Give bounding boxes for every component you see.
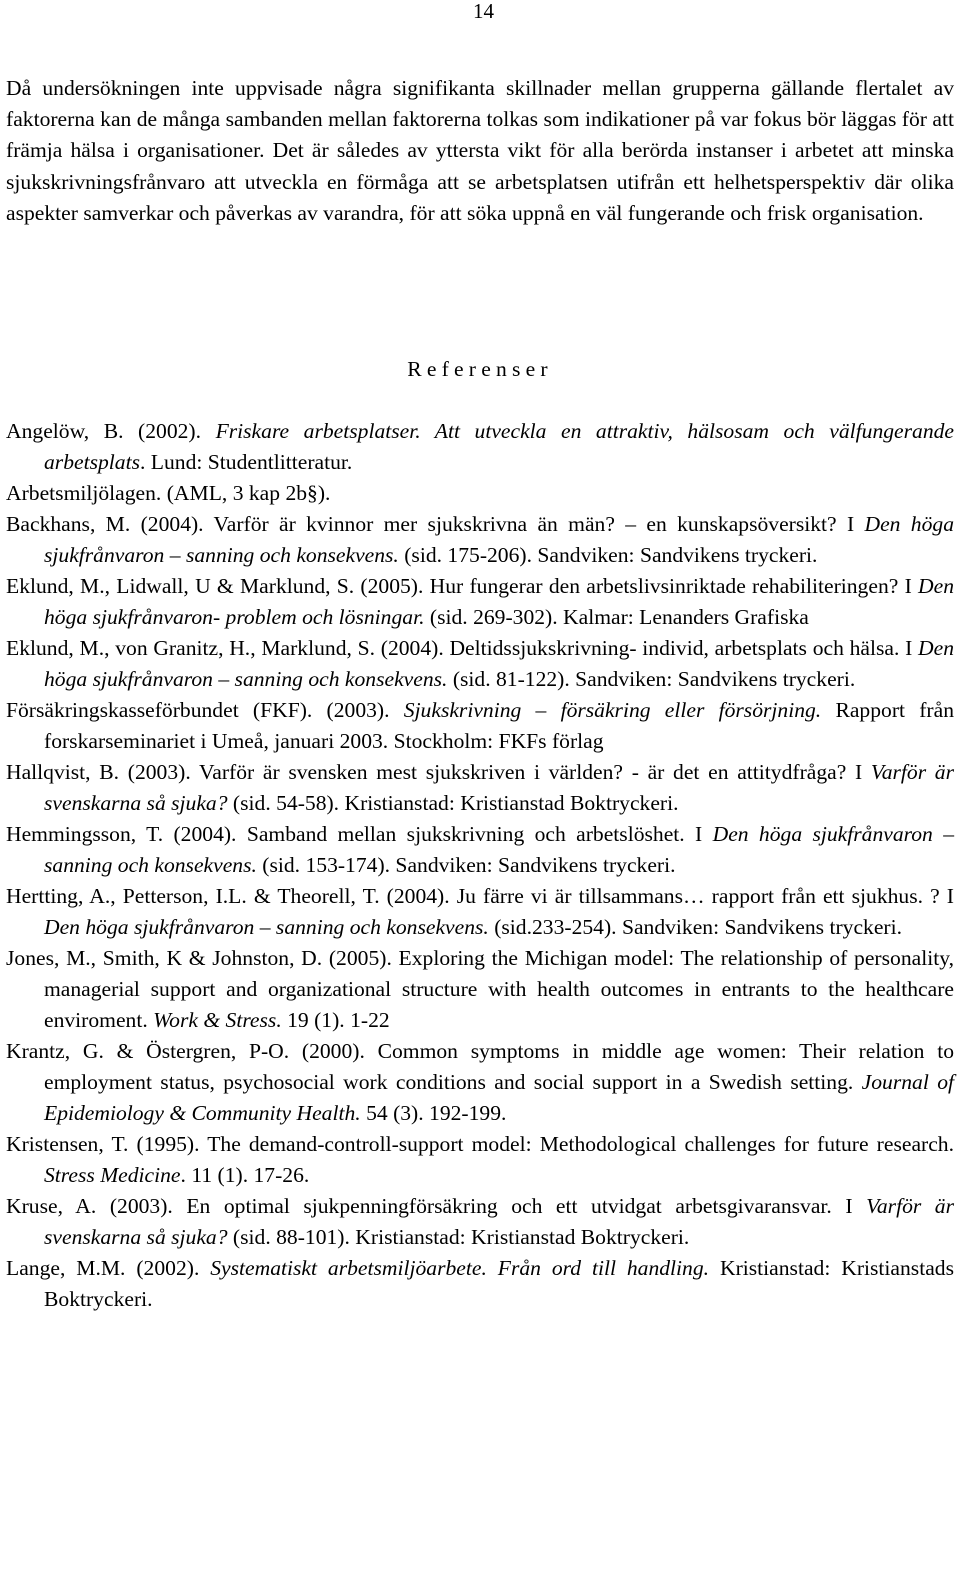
reference-item: Jones, M., Smith, K & Johnston, D. (2005). Exploring the Michigan model: The relationship of personality, managerial support and organizational structure with health outcomes in entrants to the healthcare enviroment. Work & Stress. 19 (1). 1-22 bbox=[6, 946, 954, 1032]
reference-item: Krantz, G. & Östergren, P-O. (2000). Common symptoms in middle age women: Their relation to employment status, psychosocial work conditions and social support in a Swedish setting. Journal of Epidemiology & Community Health. 54 (3). 192-199. bbox=[6, 1039, 955, 1125]
reference-item: Angelöw, B. (2002). Friskare arbetsplatser. Att utveckla en attraktiv, hälsosam och välfungerande arbetsplats. Lund: Studentlitteratur. bbox=[6, 419, 955, 474]
references-heading: Referenser bbox=[407, 357, 553, 381]
reference-item: Eklund, M., von Granitz, H., Marklund, S. (2004). Deltidssjukskrivning- individ, arbetsplats och hälsa. I Den höga sjukfrånvaron – sanning och konsekvens. (sid. 81-122). Sandviken: Sandvikens tryckeri. bbox=[6, 636, 954, 691]
intro-paragraph: Då undersökningen inte uppvisade några signifikanta skillnader mellan grupperna gällande flertalet av faktorerna kan de många sambanden mellan faktorerna tolkas som indikationer på var fokus bör läggas för att främja hälsa i organisationer. Det är således av yttersta vikt för alla berörda instanser i arbetet att minska sjukskrivningsfrånvaro att utveckla en förmåga att se arbetsplatsen utifrån ett helhetsperspektiv där olika aspekter samverkar och påverkas av varandra, för att söka uppnå en väl fungerande och frisk organisation. bbox=[6, 76, 954, 225]
reference-item: Lange, M.M. (2002). Systematiskt arbetsmiljöarbete. Från ord till handling. Kristianstad: Kristianstads Boktryckeri. bbox=[6, 1256, 954, 1311]
reference-item: Eklund, M., Lidwall, U & Marklund, S. (2005). Hur fungerar den arbetslivsinriktade rehabiliteringen? I Den höga sjukfrånvaron- problem och lösningar. (sid. 269-302). Kalmar: Lenanders Grafiska bbox=[6, 574, 954, 629]
reference-item: Hemmingsson, T. (2004). Samband mellan sjukskrivning och arbetslöshet. I Den höga sjukfrånvaron – sanning och konsekvens. (sid. 153-174). Sandviken: Sandvikens tryckeri. bbox=[6, 822, 954, 877]
reference-list bbox=[6, 416, 954, 1315]
reference-item: Hallqvist, B. (2003). Varför är svensken mest sjukskriven i världen? - är det en attitydfråga? I Varför är svenskarna så sjuka? (sid. 54-58). Kristianstad: Kristianstad Boktryckeri. bbox=[6, 760, 954, 815]
reference-item: Kristensen, T. (1995). The demand-controll-support model: Methodological challenges for future research. Stress Medicine. 11 (1). 17-26. bbox=[6, 1132, 954, 1187]
reference-item: Arbetsmiljölagen. (AML, 3 kap 2b§). bbox=[6, 481, 331, 505]
reference-item: Backhans, M. (2004). Varför är kvinnor mer sjukskrivna än män? – en kunskapsöversikt? I Den höga sjukfrånvaron – sanning och konsekvens. (sid. 175-206). Sandviken: Sandvikens tryckeri. bbox=[6, 512, 954, 567]
reference-item: Försäkringskasseförbundet (FKF). (2003). Sjukskrivning – försäkring eller försörjning. Rapport från forskarseminariet i Umeå, januari 2003. Stockholm: FKFs förlag bbox=[6, 698, 955, 753]
page-number: 14 bbox=[473, 0, 494, 23]
reference-item: Hertting, A., Petterson, I.L. & Theorell, T. (2004). Ju färre vi är tillsammans… rapport från ett sjukhus. ? I Den höga sjukfrånvaron – sanning och konsekvens. (sid.233-254). Sandviken: Sandvikens tryckeri. bbox=[6, 884, 954, 939]
reference-item: Kruse, A. (2003). En optimal sjukpenningförsäkring och ett utvidgat arbetsgivaransvar. I Varför är svenskarna så sjuka? (sid. 88-101). Kristianstad: Kristianstad Boktryckeri. bbox=[6, 1194, 955, 1249]
